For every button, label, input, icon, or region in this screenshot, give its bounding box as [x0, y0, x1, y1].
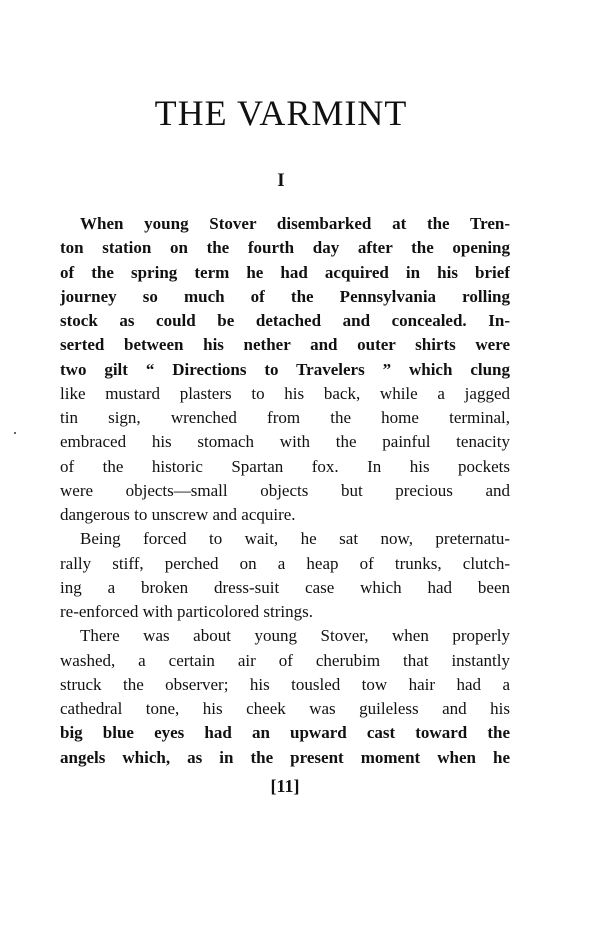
text-line: dangerous to unscrew and acquire. [60, 505, 296, 524]
chapter-number: I [277, 170, 285, 191]
text-line: of the spring term he had acquired in his brief [60, 262, 510, 282]
text-line: stock as could be detached and concealed. In- [60, 311, 510, 330]
text-line: angels which, as in the present moment when he [60, 747, 510, 767]
text-line: washed, a certain air of cherubim that instantly [60, 650, 510, 670]
page-number: [11] [270, 776, 300, 796]
text-line: tin sign, wrenched from the home terminal, [60, 408, 510, 427]
text-line: cathedral tone, his cheek was guileless and his [60, 699, 510, 718]
text-line: rally stiff, perched on a heap of trunks, clutch- [60, 553, 510, 573]
text-line: ton station on the fourth day after the opening [60, 238, 510, 258]
text-line: ing a broken dress-suit case which had been [60, 577, 510, 597]
chapter-title: THE VARMINT [154, 93, 408, 133]
text-line: journey so much of the Pennsylvania rolling [60, 286, 510, 306]
text-line: re-enforced with particolored strings. [60, 602, 314, 621]
text-line: two gilt “ Directions to Travelers ” which clung [60, 359, 510, 379]
text-line: like mustard plasters to his back, while a jagged [60, 383, 510, 403]
text-line: Being forced to wait, he sat now, preternatu- [80, 529, 510, 549]
text-line: When young Stover disembarked at the Tren- [80, 214, 510, 233]
text-line: big blue eyes had an upward cast toward the [60, 723, 510, 743]
text-line: There was about young Stover, when properly [80, 626, 510, 646]
text-line: embraced his stomach with the painful tenacity [60, 432, 510, 452]
text-line: of the historic Spartan fox. In his pockets [60, 456, 510, 476]
scan-speck [14, 432, 16, 434]
body-text [60, 212, 510, 770]
text-line: were objects—small objects but precious and [60, 480, 510, 500]
text-line: struck the observer; his tousled tow hair had a [60, 674, 510, 694]
text-line: serted between his nether and outer shirts were [60, 335, 510, 355]
